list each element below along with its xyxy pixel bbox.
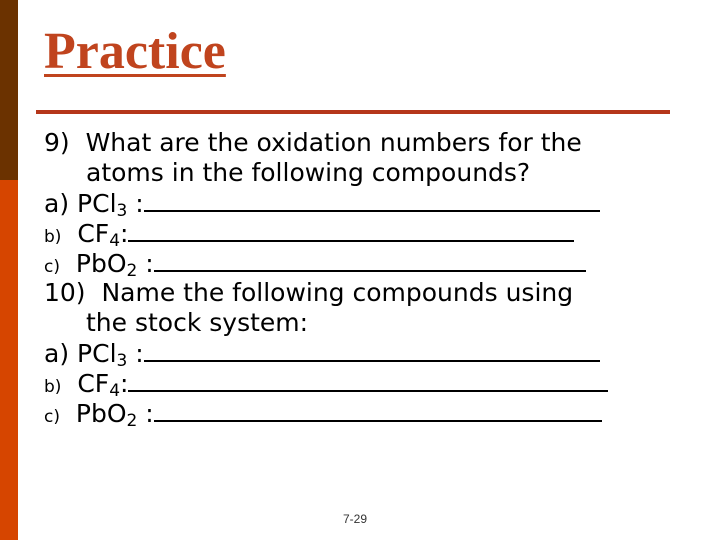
question-text: atoms in the following compounds? bbox=[86, 158, 531, 187]
slide-body bbox=[44, 128, 684, 431]
question-10-item-c: c) PbO$_2$ : bbox=[44, 398, 684, 428]
formula: PbO$_2$ bbox=[75, 249, 138, 281]
item-label: b) bbox=[44, 227, 62, 247]
question-9-item-b: b) $CF_4$: bbox=[44, 218, 684, 248]
item-label: c) bbox=[44, 407, 60, 427]
question-10-item-a: a) PCl$_3$ : bbox=[44, 338, 684, 368]
title-divider bbox=[36, 110, 670, 114]
question-9-item-c: c) PbO$_2$ : bbox=[44, 248, 684, 278]
sidebar-accent-top bbox=[0, 0, 18, 180]
item-label: a) bbox=[44, 189, 70, 218]
question-number: 9) bbox=[44, 128, 70, 157]
slide-number: 7-29 bbox=[343, 512, 368, 526]
formula: $CF_4$ bbox=[77, 219, 121, 251]
question-text: Name the following compounds using bbox=[101, 278, 574, 307]
formula: PCl$_3$ bbox=[77, 189, 128, 221]
formula: PCl$_3$ bbox=[77, 339, 128, 371]
answer-blank[interactable] bbox=[128, 218, 574, 242]
question-9-line-2 bbox=[44, 158, 684, 188]
question-text: What are the oxidation numbers for the bbox=[85, 128, 582, 157]
answer-blank[interactable] bbox=[154, 248, 586, 272]
sidebar-accent-bottom bbox=[0, 180, 18, 540]
formula: $CF_4$ bbox=[77, 369, 121, 401]
answer-blank[interactable] bbox=[144, 338, 600, 362]
question-10-item-b: b) $CF_4$: bbox=[44, 368, 684, 398]
answer-blank[interactable] bbox=[154, 398, 602, 422]
answer-blank[interactable] bbox=[144, 188, 600, 212]
slide-title: Practice bbox=[44, 23, 226, 80]
item-label: a) bbox=[44, 339, 70, 368]
question-10-line-2 bbox=[44, 308, 684, 338]
question-10-line-1 bbox=[44, 278, 684, 308]
question-9-line-1 bbox=[44, 128, 684, 158]
answer-blank[interactable] bbox=[128, 368, 608, 392]
item-label: c) bbox=[44, 257, 60, 277]
question-number: 10) bbox=[44, 278, 86, 307]
item-label: b) bbox=[44, 377, 62, 397]
formula: PbO$_2$ bbox=[75, 399, 138, 431]
question-9-item-a: a) PCl$_3$ : bbox=[44, 188, 684, 218]
question-text: the stock system: bbox=[86, 308, 309, 337]
